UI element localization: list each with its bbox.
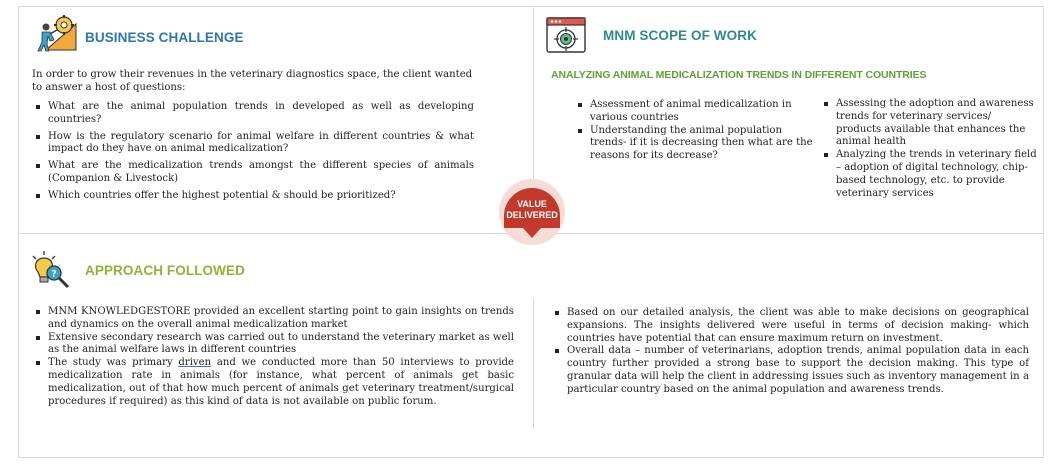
business-challenge-icon	[36, 14, 78, 54]
vertical-divider-top	[533, 6, 534, 182]
scope-target-icon	[545, 16, 587, 56]
list-item: Which countries offer the highest potential & should be prioritized?	[34, 190, 474, 203]
list-item: Based on our detailed analysis, the client was able to make decisions on geographical expansions. The insights delivered were useful in terms of decision making- which countries have potential that can ensure maximum return on investment.	[553, 307, 1029, 345]
scope-of-work-heading: MNM SCOPE OF WORK	[603, 28, 757, 43]
approach-lightbulb-icon	[30, 250, 72, 290]
approach-list-right	[553, 307, 1029, 397]
list-item	[34, 357, 514, 408]
business-question-list	[34, 101, 474, 207]
vertical-divider-bottom	[533, 298, 534, 428]
list-item: Extensive secondary research was carried out to understand the veterinary market as well as the animal welfare laws in different countries	[34, 332, 514, 358]
business-challenge-heading: BUSINESS CHALLENGE	[85, 30, 244, 45]
list-item: What are the animal population trends in developed as well as developing countries?	[34, 101, 474, 127]
list-item: MNM KNOWLEDGESTORE provided an excellent starting point to gain insights on trends and dynamics on the overall animal medicalization market	[34, 306, 514, 332]
item-text-start: The study was primary	[48, 357, 179, 369]
badge-line-1: VALUE	[517, 199, 547, 209]
underlined-word: driven	[178, 357, 212, 369]
approach-list-left	[34, 306, 514, 408]
item-text-end: and we conducted more than 50 interviews to provide medicalization rate in animals (for instance, what percent of animals get basic medicalization, out of that how much percent of animals get veterinary treatment/surgical procedures if required) as this kind of data is not available on public forum.	[48, 357, 514, 407]
list-item: How is the regulatory scenario for animal welfare in different countries & what impact do they have on animal medicalization?	[34, 131, 474, 157]
approach-heading: APPROACH FOLLOWED	[85, 263, 245, 278]
list-item: What are the medicalization trends amongst the different species of animals (Companion & Livestock)	[34, 160, 474, 186]
badge-line-2: DELIVERED	[506, 210, 558, 220]
scope-list-right	[822, 98, 1037, 200]
scope-list-left	[576, 99, 821, 163]
scope-subheading: ANALYZING ANIMAL MEDICALIZATION TRENDS IN DIFFERENT COUNTRIES	[551, 69, 927, 81]
list-item: Overall data – number of veterinarians, adoption trends, animal population data in each country further provided a strong base to support the decision making. This type of granular data will help the client in addressing issues such as inventory management in a particular country based on the animal population and awareness trends.	[553, 345, 1029, 396]
list-item: Analyzing the trends in veterinary field – adoption of digital technology, chip-based technology, etc. to provide veterinary services	[822, 149, 1037, 200]
list-item: Assessment of animal medicalization in various countries	[576, 99, 821, 125]
list-item: Assessing the adoption and awareness trends for veterinary services/ products available that enhances the animal health	[822, 98, 1037, 149]
svg-text:?: ?	[51, 269, 57, 280]
list-item: Understanding the animal population trends- if it is decreasing then what are the reasons for its decrease?	[576, 125, 821, 163]
value-delivered-badge	[479, 199, 585, 221]
business-intro: In order to grow their revenues in the veterinary diagnostics space, the client wanted to answer a host of questions:	[32, 69, 473, 93]
